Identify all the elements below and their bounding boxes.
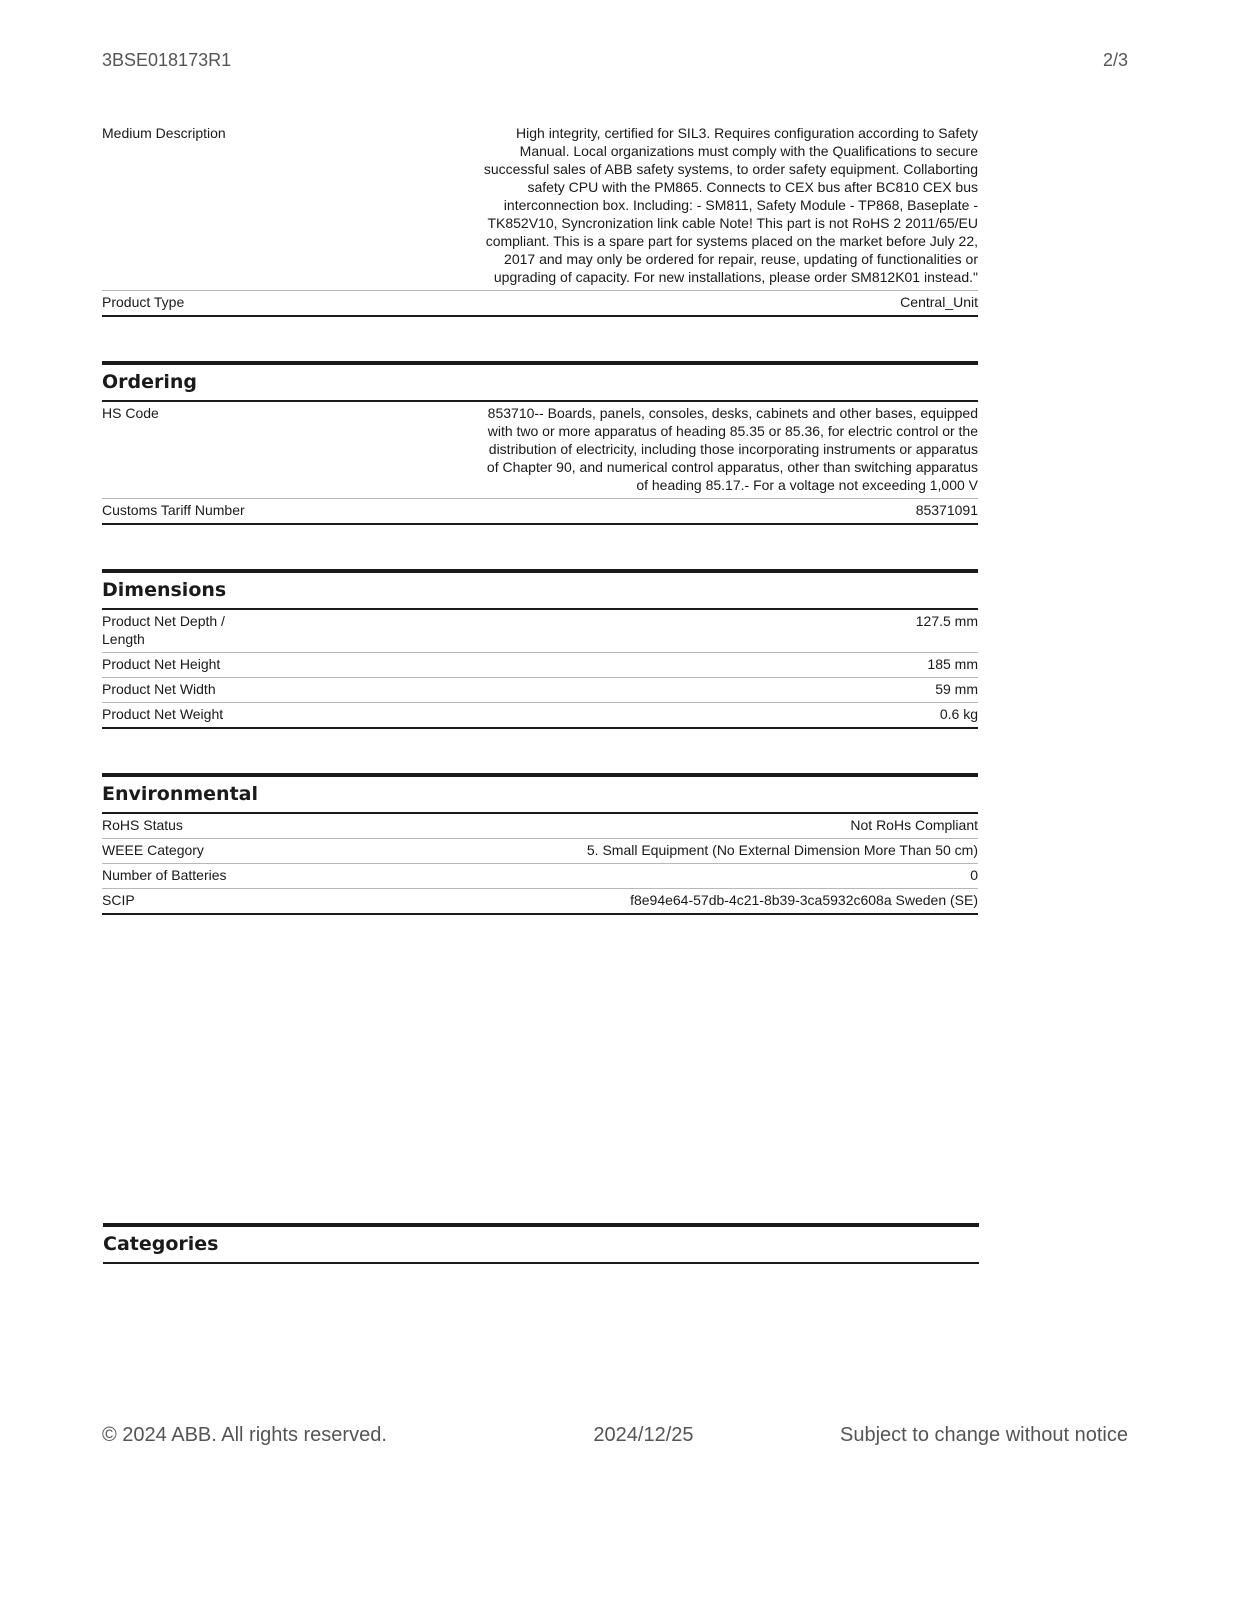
footer-date: 2024/12/25: [593, 1424, 694, 1446]
row-value: 85371091: [915, 502, 978, 518]
row-label: WEEE Category: [102, 842, 204, 858]
categories-section: [103, 1223, 979, 1264]
section-title-ordering: Ordering: [102, 361, 978, 402]
environmental-section: [102, 773, 978, 915]
section-title-environmental: Environmental: [102, 773, 978, 814]
row-label: Customs Tariff Number: [102, 502, 245, 518]
dimensions-section: [102, 569, 978, 729]
row-value: 0: [970, 867, 978, 883]
row-label: Medium Description: [102, 125, 226, 141]
row-value: 853710-- Boards, panels, consoles, desks, cabinets and other bases, equipped with two or more apparatus of heading 85.35 or 85.36, for electric control or the distribution of electricity, including those incorporating instruments or apparatus of Chapter 90, and numerical control apparatus, other than switching apparatus of heading 85.17.- For a voltage not exceeding 1,000 V: [486, 405, 978, 493]
row-value: 5. Small Equipment (No External Dimension More Than 50 cm): [586, 842, 978, 858]
row-label: HS Code: [102, 405, 159, 421]
ordering-section: [102, 361, 978, 525]
footer-notice: Subject to change without notice: [840, 1424, 1128, 1446]
row-value: 127.5 mm: [915, 613, 978, 629]
section-title-categories: Categories: [103, 1223, 979, 1264]
document-id: 3BSE018173R1: [102, 50, 232, 70]
table-row: [102, 839, 978, 864]
row-label: RoHS Status: [102, 817, 183, 833]
page-header: [102, 48, 1128, 72]
table-row: [102, 122, 978, 291]
row-value: f8e94e64-57db-4c21-8b39-3ca5932c608a Sweden (SE): [630, 892, 978, 908]
row-label: Product Type: [102, 294, 185, 310]
table-row: [102, 678, 978, 703]
row-label: Product Net Width: [102, 681, 216, 697]
row-label: Product Net Depth / Length: [102, 613, 225, 647]
table-row: [102, 814, 978, 839]
table-row: [102, 703, 978, 729]
row-value: 185 mm: [927, 656, 978, 672]
row-label: Product Net Weight: [102, 706, 224, 722]
table-row: [102, 291, 978, 317]
row-value: 0.6 kg: [939, 706, 978, 722]
row-label: Product Net Height: [102, 656, 221, 672]
general-table: [102, 122, 978, 317]
row-value: 59 mm: [935, 681, 978, 697]
row-label: SCIP: [102, 892, 135, 908]
datasheet-content: [102, 122, 978, 915]
row-value: Not RoHs Compliant: [850, 817, 978, 833]
table-row: [102, 402, 978, 499]
row-value: Central_Unit: [900, 294, 978, 310]
page-footer: [102, 1422, 1128, 1448]
row-label: Number of Batteries: [102, 867, 227, 883]
table-row: [102, 610, 978, 653]
table-row: [102, 889, 978, 915]
table-row: [102, 653, 978, 678]
copyright-text: © 2024 ABB. All rights reserved.: [102, 1424, 387, 1446]
table-row: [102, 499, 978, 525]
section-title-dimensions: Dimensions: [102, 569, 978, 610]
row-value: High integrity, certified for SIL3. Requires configuration according to Safety Manual. Local organizations must comply with the Qualifications to secure successful sales of ABB safety systems, to order safety equipment. Collaborting safety CPU with the PM865. Connects to CEX bus after BC810 CEX bus interconnection box. Including: - SM811, Safety Module - TP868, Baseplate - TK852V10, Syncronization link cable Note! This part is not RoHS 2 2011/65/EU compliant. This is a spare part for systems placed on the market before July 22, 2017 and may only be ordered for repair, reuse, updating of functionalities or upgrading of capacity. For new installations, please order SM812K01 instead.": [483, 125, 978, 285]
table-row: [102, 864, 978, 889]
page-number: 2/3: [1102, 50, 1128, 70]
